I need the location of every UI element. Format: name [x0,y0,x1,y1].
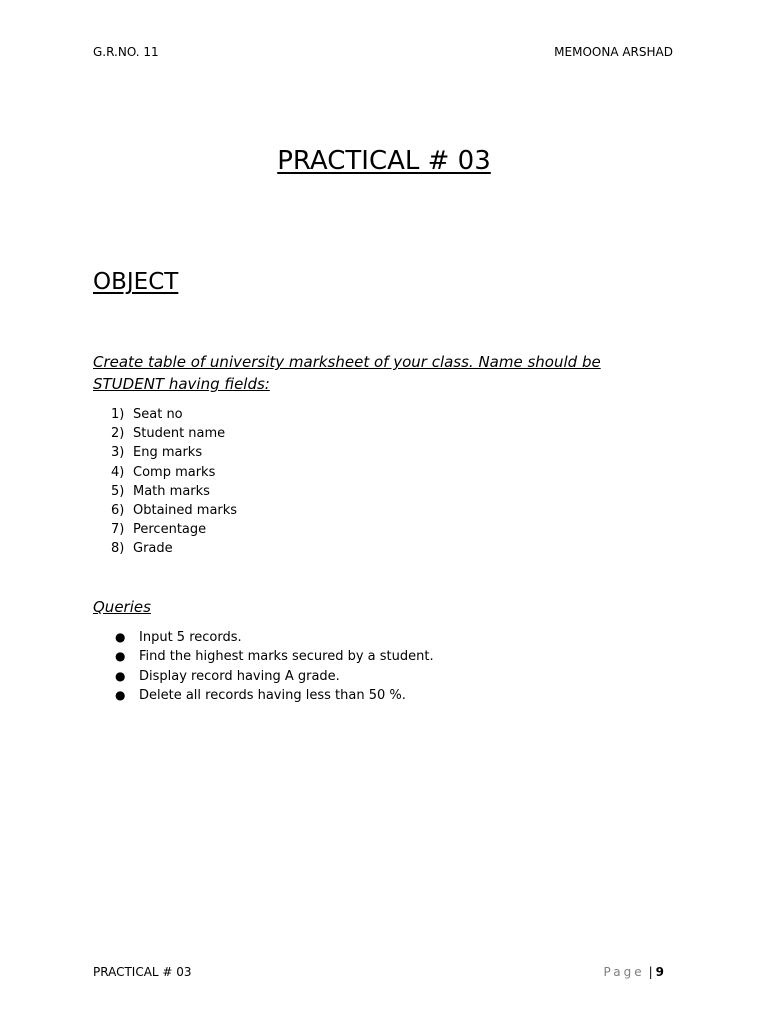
bullet-icon: ● [115,630,126,644]
footer-page-number: 9 [655,965,664,979]
list-item [93,686,434,705]
query-text: Find the highest marks secured by a student. [139,649,434,665]
field-label: Seat no [133,407,183,422]
footer-practical-label: PRACTICAL # 03 [93,965,192,979]
field-label: Grade [133,541,173,557]
page-title-text: PRACTICAL # 03 [277,146,491,176]
list-item [93,539,237,558]
fields-list [93,405,237,559]
list-number: 3) [111,445,125,461]
object-heading: OBJECT [93,269,179,295]
field-label: Obtained marks [133,503,238,519]
queries-list [93,628,434,705]
header-author-name: MEMOONA ARSHAD [554,45,673,59]
list-item [93,520,237,539]
list-item [93,667,434,686]
list-number: 4) [111,464,125,480]
list-item [93,424,237,443]
page-title [0,143,768,179]
field-label: Math marks [133,483,210,499]
list-item [93,647,434,666]
footer-page-word: Page [603,965,645,979]
query-text: Display record having A grade. [139,668,340,684]
bullet-icon: ● [115,649,126,664]
list-item [93,482,237,501]
list-number: 6) [111,503,125,519]
queries-heading: Queries [93,598,151,616]
list-item [93,463,237,482]
field-label: Comp marks [133,464,216,480]
list-item [93,628,434,647]
list-item [93,443,237,462]
field-label: Percentage [133,522,207,538]
query-text: Input 5 records. [139,630,242,645]
list-number: 8) [111,541,125,557]
list-number: 5) [111,483,125,499]
footer-page-indicator [604,964,664,980]
bullet-icon: ● [115,687,126,702]
header-gr-number: G.R.NO. 11 [93,45,159,59]
list-item [93,405,237,424]
footer-separator: | [648,965,653,979]
list-item [93,501,237,520]
bullet-icon: ● [115,668,126,683]
task-description: Create table of university marksheet of your class. Name should be STUDENT having fields: [93,353,601,393]
list-number: 7) [111,522,125,538]
list-number: 1) [111,407,125,422]
query-text: Delete all records having less than 50 %. [139,687,406,703]
list-number: 2) [111,426,125,442]
field-label: Eng marks [133,445,203,461]
field-label: Student name [133,426,226,442]
